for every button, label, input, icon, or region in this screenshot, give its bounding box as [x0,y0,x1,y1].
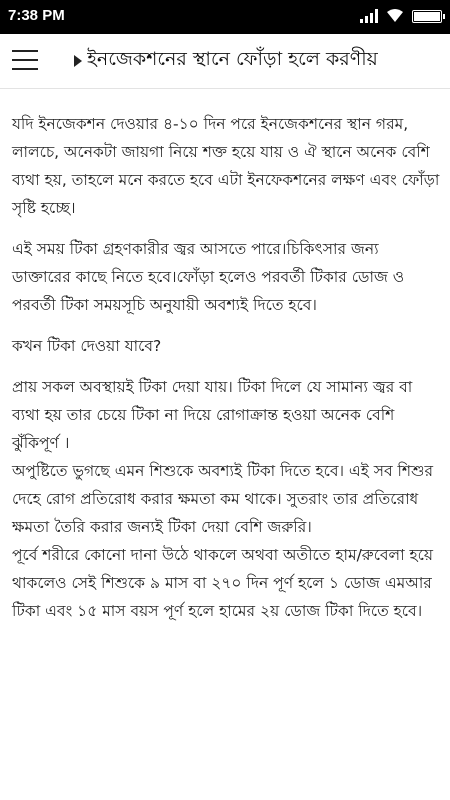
answer-paragraph-1: প্রায় সকল অবস্থায়ই টিকা দেয়া যায়। টিকা দিলে যে সামান্য জ্বর বা ব্যথা হয় তার চেয়ে টিকা না দিয়ে রোগাক্রান্ত হওয়া অনেক বেশি ঝুঁকিপূর্ণ । [12,378,413,452]
battery-icon [412,10,442,23]
wifi-icon [386,9,404,23]
play-arrow-icon [74,55,82,67]
status-bar [0,0,450,34]
paragraph-fever-treatment: এই সময় টিকা গ্রহণকারীর জ্বর আসতে পারে।চিকিৎসার জন্য ডাক্তারের কাছে নিতে হবে।ফোঁড়া হলেও পরবর্তী টিকার ডোজ ও পরবর্তী টিকা সময়সূচি অনুযায়ী অবশ্যই দিতে হবে। [12,240,405,314]
app-bar [0,34,450,89]
answer-paragraph-2: অপুষ্টিতে ভুগছে এমন শিশুকে অবশ্যই টিকা দিতে হবে। এই সব শিশুর দেহে রোগ প্রতিরোধ করার ক্ষমতা কম থাকে। সুতরাং তার প্রতিরোধ ক্ষমতা তৈরি করার জন্যই টিকা দেয়া বেশি জরুরি। [12,462,433,536]
app-title-container [74,46,440,76]
hamburger-menu-icon[interactable] [12,50,38,72]
status-icons [360,9,442,23]
question-heading: কখন টিকা দেওয়া যাবে? [12,337,162,355]
app-title: ইনজেকশনের স্থানে ফোঁড়া হলে করণীয় [87,48,378,70]
battery-fill [414,12,440,21]
paragraph-injection-infection: যদি ইনজেকশন দেওয়ার ৪-১০ দিন পরে ইনজেকশনের স্থান গরম, লালচে, অনেকটা জায়গা নিয়ে শক্ত হয়ে যায় ও ঐ স্থানে অনেক বেশি ব্যথা হয়, তাহলে মনে করতে হবে এটা ইনফেকশনের লক্ষণ এবং ফোঁড়া সৃষ্টি হচ্ছে। [12,115,440,217]
signal-icon [360,9,378,23]
article-content [12,110,442,625]
answer-paragraph-3: পূর্বে শরীরে কোনো দানা উঠে থাকলে অথবা অতীতে হাম/রুবেলা হয়ে থাকলেও সেই শিশুকে ৯ মাস বা ২৭০ দিন পূর্ণ হলে ১ ডোজ এমআর টিকা এবং ১৫ মাস বয়স পূর্ণ হলে হামের ২য় ডোজ টিকা দিতে হবে। [12,546,434,620]
status-time: 7:38 PM [8,7,65,24]
